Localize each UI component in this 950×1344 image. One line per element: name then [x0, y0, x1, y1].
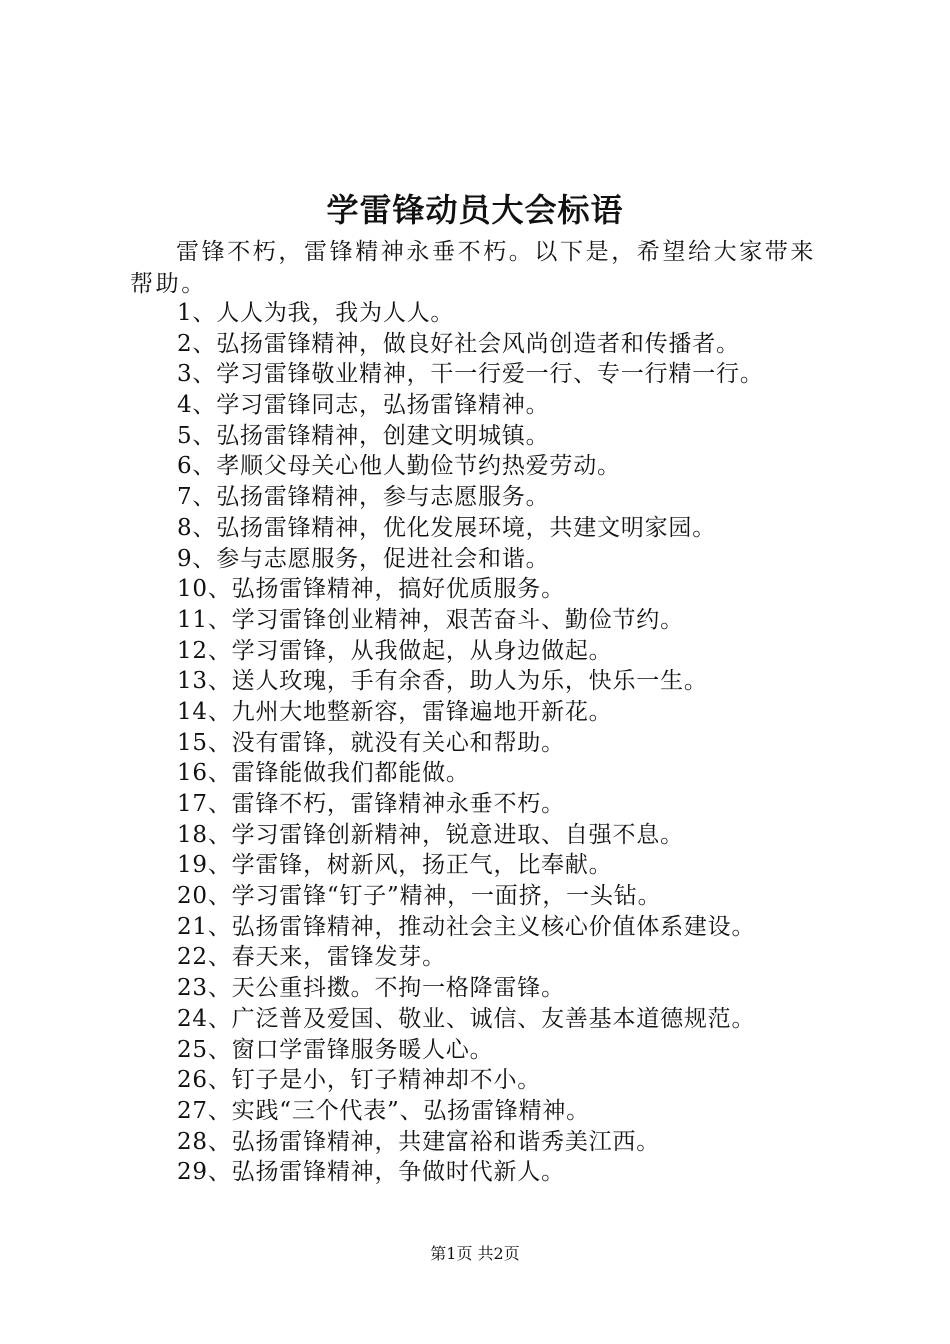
list-item: 24、广泛普及爱国、敬业、诚信、友善基本道德规范。	[177, 1005, 756, 1032]
list-item: 4、学习雷锋同志，弘扬雷锋精神。	[177, 392, 550, 419]
intro-paragraph: 雷锋不朽，雷锋精神永垂不朽。以下是，希望给大家带来帮助。	[130, 239, 816, 297]
list-item: 3、学习雷锋敬业精神，干一行爱一行、专一行精一行。	[177, 361, 764, 388]
list-item: 17、雷锋不朽，雷锋精神永垂不朽。	[177, 791, 565, 817]
list-item: 20、学习雷锋“钉子”精神，一面挤，一头钻。	[177, 883, 662, 910]
list-item: 5、弘扬雷锋精神，创建文明城镇。	[177, 422, 550, 449]
list-item: 13、送人玫瑰，手有余香，助人为乐，快乐一生。	[177, 668, 708, 695]
list-item: 14、九州大地整新容，雷锋遍地开新花。	[177, 698, 613, 725]
list-item: 26、钉子是小，钉子精神却不小。	[177, 1067, 542, 1094]
list-item: 21、弘扬雷锋精神，推动社会主义核心价值体系建设。	[177, 913, 756, 940]
list-item: 22、春天来，雷锋发芽。	[177, 944, 446, 971]
page-footer: 第1页 共2页	[430, 1244, 520, 1263]
list-item: 25、窗口学雷锋服务暖人心。	[177, 1036, 494, 1063]
list-item: 28、弘扬雷锋精神，共建富裕和谐秀美江西。	[177, 1128, 661, 1155]
list-item: 7、弘扬雷锋精神，参与志愿服务。	[177, 484, 550, 511]
slogan-list	[177, 298, 857, 1188]
list-item: 6、孝顺父母关心他人勤俭节约热爱劳动。	[177, 453, 621, 480]
list-item: 27、实践“三个代表”、弘扬雷锋精神。	[177, 1097, 590, 1124]
list-item: 8、弘扬雷锋精神，优化发展环境，共建文明家园。	[177, 514, 717, 541]
list-item: 23、天公重抖擞。不拘一格降雷锋。	[177, 975, 565, 1002]
list-item: 29、弘扬雷锋精神，争做时代新人。	[177, 1159, 565, 1186]
list-item: 18、学习雷锋创新精神，锐意进取、自强不息。	[177, 821, 684, 848]
list-item: 19、学雷锋，树新风，扬正气，比奉献。	[177, 852, 613, 879]
list-item: 2、弘扬雷锋精神，做良好社会风尚创造者和传播者。	[177, 330, 740, 357]
list-item: 12、学习雷锋，从我做起，从身边做起。	[177, 637, 613, 664]
list-item: 10、弘扬雷锋精神，搞好优质服务。	[177, 576, 565, 603]
list-item: 9、参与志愿服务，促进社会和谐。	[177, 545, 550, 572]
list-item: 1、人人为我，我为人人。	[177, 300, 455, 326]
document-title: 学雷锋动员大会标语	[326, 191, 624, 229]
list-item: 11、学习雷锋创业精神，艰苦奋斗、勤俭节约。	[177, 606, 684, 633]
list-item: 15、没有雷锋，就没有关心和帮助。	[177, 729, 565, 756]
list-item: 16、雷锋能做我们都能做。	[177, 760, 470, 787]
